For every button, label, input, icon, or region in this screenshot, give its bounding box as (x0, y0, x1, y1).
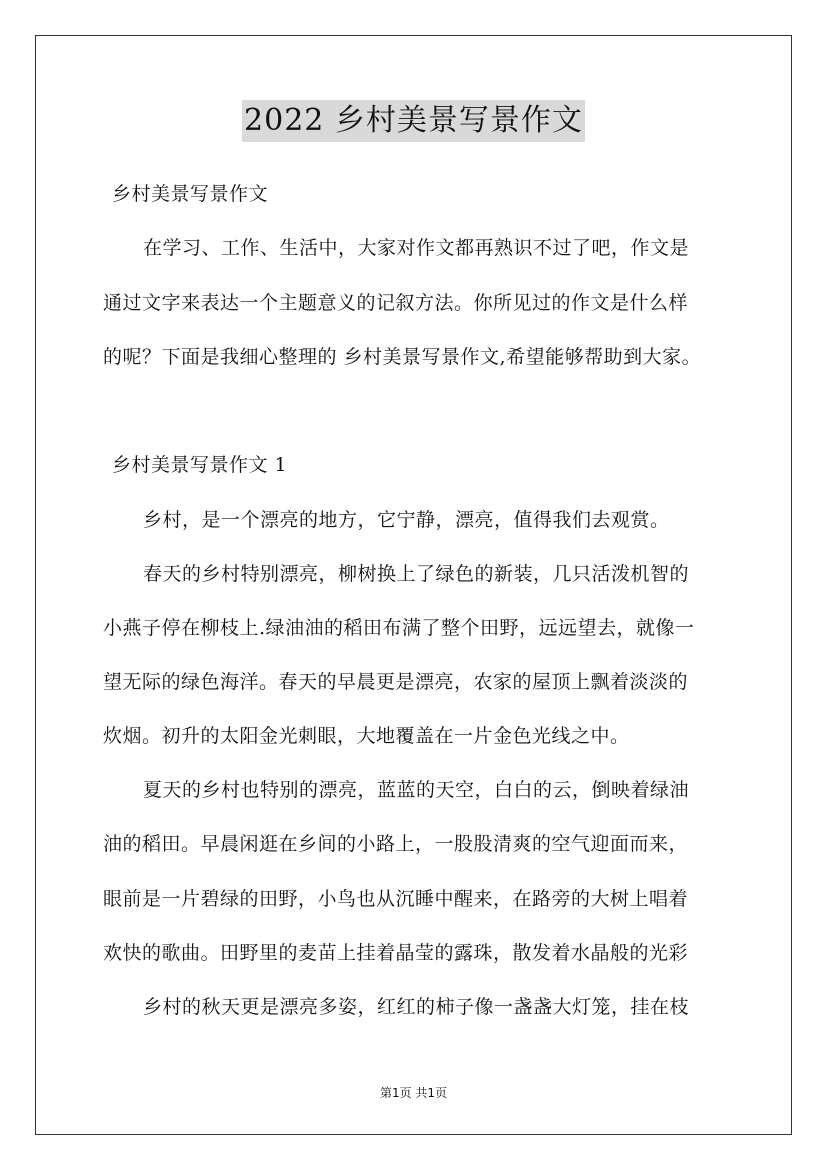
body-line: 乡村，是一个漂亮的地方，它宁静，漂亮，值得我们去观赏。 (143, 509, 670, 531)
title-container (0, 100, 827, 142)
body-line: 夏天的乡村也特别的漂亮，蓝蓝的天空，白白的云，倒映着绿油 (143, 779, 690, 801)
body-line: 炊烟。初升的太阳金光刺眼，大地覆盖在一片金色光线之中。 (103, 725, 630, 747)
body-line: 欢快的歌曲。田野里的麦苗上挂着晶莹的露珠，散发着水晶般的光彩 (103, 942, 689, 964)
section-heading: 乡村美景写景作文 1 (112, 454, 288, 476)
intro-line: 在学习、工作、生活中，大家对作文都再熟识不过了吧，作文是 (143, 237, 690, 259)
body-line: 春天的乡村特别漂亮，柳树换上了绿色的新装，几只活泼机智的 (143, 563, 690, 585)
body-line: 小燕子停在柳枝上.绿油油的稻田布满了整个田野，远远望去，就像一 (103, 617, 695, 639)
intro-line: 通过文字来表达一个主题意义的记叙方法。你所见过的作文是什么样 (103, 292, 689, 314)
intro-line: 的呢？下面是我细心整理的 乡村美景写景作文,希望能够帮助到大家。 (103, 346, 702, 368)
body-line: 乡村的秋天更是漂亮多姿，红红的柿子像一盏盏大灯笼，挂在枝 (143, 996, 690, 1018)
page-footer: 第1页 共1页 (379, 1086, 448, 1100)
document-subtitle: 乡村美景写景作文 (112, 183, 269, 205)
body-line: 油的稻田。早晨闲逛在乡间的小路上，一股股清爽的空气迎面而来， (103, 833, 689, 855)
body-line: 望无际的绿色海洋。春天的早晨更是漂亮，农家的屋顶上飘着淡淡的 (103, 671, 689, 693)
document-title: 2022 乡村美景写景作文 (242, 100, 585, 142)
body-line: 眼前是一片碧绿的田野，小鸟也从沉睡中醒来，在路旁的大树上唱着 (103, 888, 689, 910)
